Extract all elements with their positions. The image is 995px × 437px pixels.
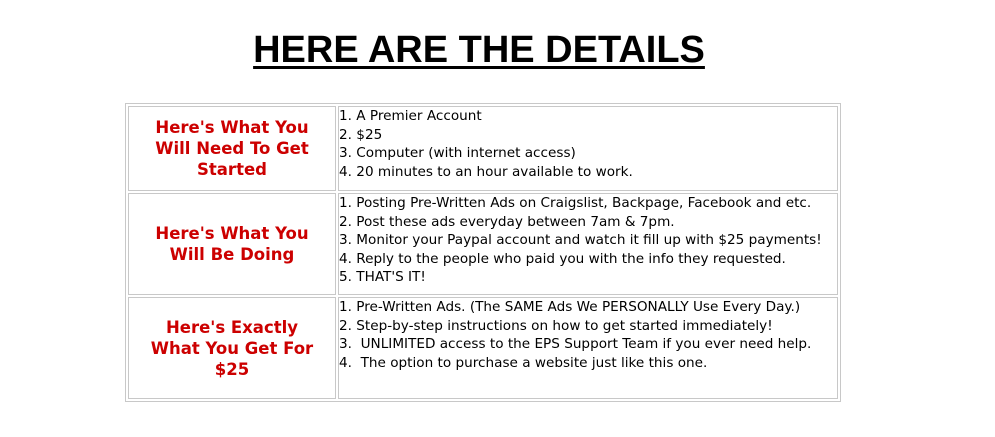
requirements-label: Here's What You Will Need To Get Started <box>155 118 309 179</box>
deliverables-label-cell <box>128 297 336 399</box>
tasks-label: Here's What You Will Be Doing <box>155 224 309 264</box>
list-item: 2. Step-by-step instructions on how to get started immediately! <box>339 317 773 334</box>
list-item: 1. Pre-Written Ads. (The SAME Ads We PERSONALLY Use Every Day.) <box>339 299 801 315</box>
list-item: 3. Computer (with internet access) <box>339 145 576 162</box>
list-item: 2. $25 <box>339 126 383 143</box>
list-item: 4. 20 minutes to an hour available to work. <box>339 163 633 180</box>
details-row-tasks <box>128 193 838 295</box>
list-item: 1. Posting Pre-Written Ads on Craigslist, Backpage, Facebook and etc. <box>339 195 812 211</box>
list-item: 5. THAT'S IT! <box>339 269 426 286</box>
tasks-label-cell <box>128 193 336 295</box>
page-headline: HERE ARE THE DETAILS <box>253 29 705 71</box>
list-item: 2. Post these ads everyday between 7am & 7pm. <box>339 213 675 230</box>
details-row-requirements <box>128 106 838 191</box>
list-item: 1. A Premier Account <box>339 108 482 124</box>
deliverables-list <box>338 297 838 399</box>
list-item: 4. Reply to the people who paid you with the info they requested. <box>339 250 786 267</box>
details-row-deliverables <box>128 297 838 399</box>
details-table <box>125 103 841 402</box>
requirements-label-cell <box>128 106 336 191</box>
list-item: 4. The option to purchase a website just like this one. <box>339 354 708 371</box>
requirements-list <box>338 106 838 191</box>
tasks-list <box>338 193 838 295</box>
list-item: 3. Monitor your Paypal account and watch it fill up with $25 payments! <box>339 232 822 249</box>
deliverables-label: Here's Exactly What You Get For $25 <box>150 317 314 379</box>
list-item: 3. UNLIMITED access to the EPS Support Team if you ever need help. <box>339 336 812 353</box>
